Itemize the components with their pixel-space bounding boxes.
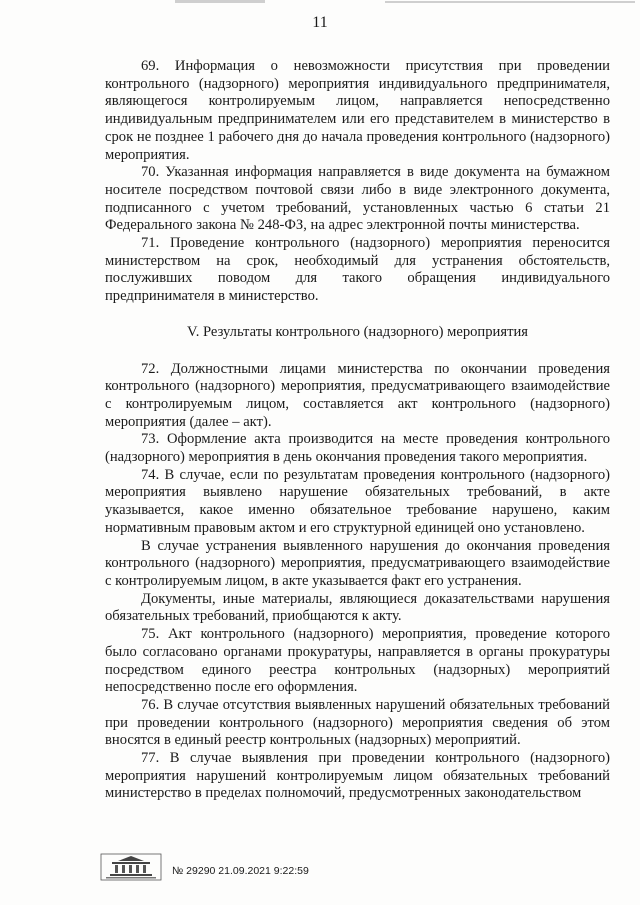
paragraph-74-documents: Документы, иные материалы, являющиеся доказательствами нарушения обязательных требований, приобщаются к акту.: [105, 590, 610, 625]
document-body: [105, 58, 610, 803]
registry-seal-icon: [100, 853, 162, 881]
scan-artifact: [385, 1, 635, 3]
paragraph-73: 73. Оформление акта производится на месте проведения контрольного (надзорного) мероприятия в день окончания проведения такого мероприятия.: [105, 431, 610, 466]
paragraph-74: 74. В случае, если по результатам проведения контрольного (надзорного) мероприятия выявлено нарушение обязательных требований, в акте указывается, какое именно обязательное требование нарушено, каким нормативным правовым актом и его структурной единицей оно установлено.: [105, 466, 610, 536]
section-heading: V. Результаты контрольного (надзорного) мероприятия: [187, 323, 528, 340]
registration-stamp: № 29290 21.09.2021 9:22:59: [172, 865, 309, 877]
paragraph-74-elimination: В случае устранения выявленного нарушения до окончания проведения контрольного (надзорного) мероприятия, предусматривающего взаимодействие с контролируемым лицом, в акте указывается факт его устранения.: [105, 537, 610, 589]
paragraph-69: 69. Информация о невозможности присутствия при проведении контрольного (надзорного) мероприятия индивидуального предпринимателя, являющегося контролируемым лицом, направляется непосредственно индивидуальным предпринимателем или его представителем в министерство в срок не позднее 1 рабочего дня до начала проведения контрольного (надзорного) мероприятия.: [105, 58, 610, 163]
paragraph-76: 76. В случае отсутствия выявленных нарушений обязательных требований при проведении контрольного (надзорного) мероприятия сведения об этом вносятся в единый реестр контрольных (надзорных) мероприятий.: [105, 696, 610, 749]
page-number: 11: [312, 14, 328, 31]
scan-artifact: [175, 0, 265, 3]
paragraph-75: 75. Акт контрольного (надзорного) мероприятия, проведение которого было согласовано органами прокуратуры, направляется в органы прокуратуры посредством единого реестра контрольных (надзорных) мероприятий непосредственно после его оформления.: [105, 626, 610, 696]
paragraph-72: 72. Должностными лицами министерства по окончании проведения контрольного (надзорного) мероприятия, предусматривающего взаимодействие с контролируемым лицом, составляется акт контрольного (надзорного) мероприятия (далее – акт).: [105, 360, 610, 430]
paragraph-70: 70. Указанная информация направляется в виде документа на бумажном носителе посредством почтовой связи либо в виде электронного документа, подписанного с учетом требований, установленных частью 6 статьи 21 Федерального закона № 248-ФЗ, на адрес электронной почты министерства.: [105, 164, 610, 234]
paragraph-71: 71. Проведение контрольного (надзорного) мероприятия переносится министерством на срок, необходимый для устранения обстоятельств, послуживших поводом для такого обращения индивидуального предпринимателя в министерство.: [105, 235, 610, 305]
paragraph-77: 77. В случае выявления при проведении контрольного (надзорного) мероприятия нарушений контролируемым лицом обязательных требований министерство в пределах полномочий, предусмотренных законодательством: [105, 750, 610, 802]
registration-footer: [100, 853, 500, 883]
